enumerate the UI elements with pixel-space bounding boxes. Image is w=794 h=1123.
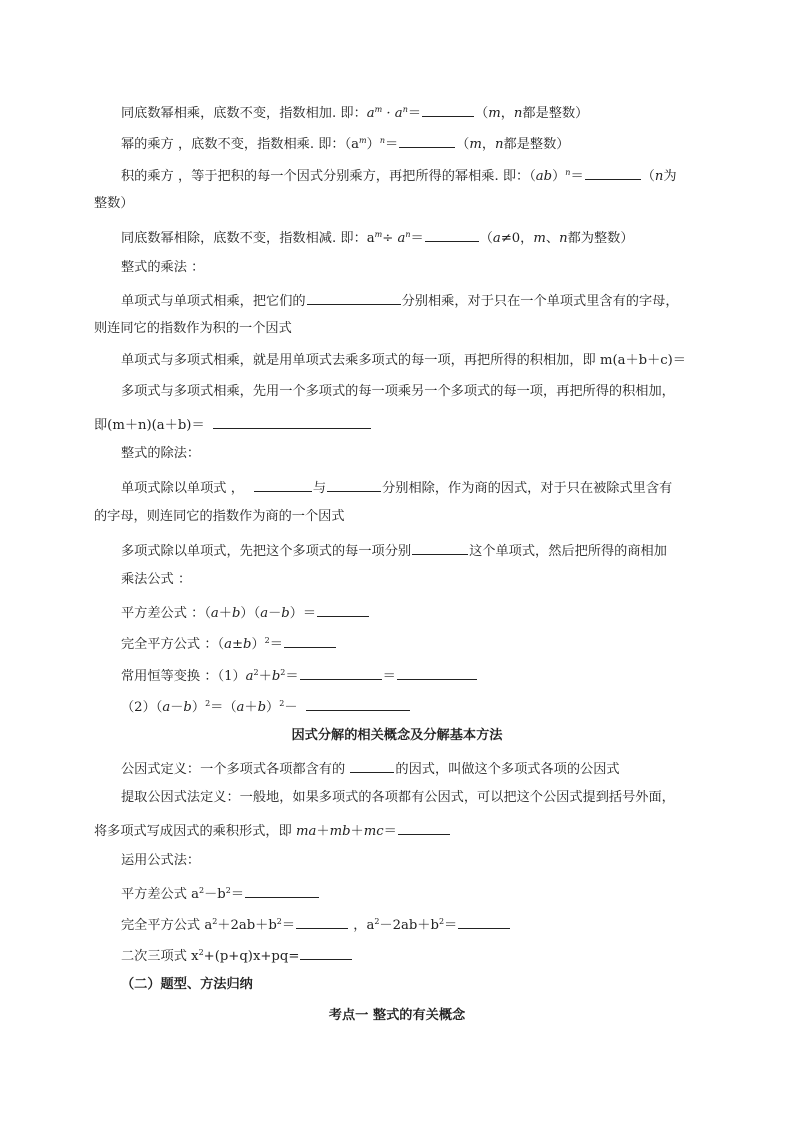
formula-quadratic-trinomial: 二次三项式 $x^2+(p+q)x+pq=$ bbox=[121, 945, 741, 966]
answer-blank[interactable] bbox=[399, 133, 455, 148]
rule-same-base-multiply: 同底数幂相乘，底数不变，指数相加. 即：$a^m \cdot a^n= (m$，n都是整数） bbox=[121, 102, 741, 123]
answer-blank[interactable] bbox=[412, 540, 468, 555]
definition-factor-extraction: 提取公因式法定义：一般地，如果多项式的各项都有公因式，可以把这个公因式提到括号外面， bbox=[121, 790, 675, 805]
answer-blank[interactable] bbox=[422, 102, 474, 117]
rule-same-base-divide: 同底数幂相除，底数不变，指数相减. 即：$a^m\div a^n= (a\ne 0$，m、n都为整数） bbox=[121, 227, 741, 248]
answer-blank[interactable] bbox=[284, 633, 336, 648]
rule-polynomial-times-polynomial: 多项式与多项式相乘，先用一个多项式的每一项乘另一个多项式的每一项，再把所得的积相加， bbox=[121, 384, 675, 399]
section-polynomial-division: 整式的除法： bbox=[121, 446, 201, 461]
answer-blank[interactable] bbox=[425, 227, 479, 242]
section-heading-factorization: 因式分解的相关概念及分解基本方法 bbox=[291, 728, 503, 743]
subsection-heading-question-types: （二）题型、方法归纳 bbox=[121, 977, 253, 992]
answer-blank[interactable] bbox=[458, 914, 510, 929]
answer-blank[interactable] bbox=[300, 665, 382, 680]
rule-polynomial-divide-monomial: 多项式除以单项式，先把这个多项式的每一项分别 这个单项式，然后把所得的商相加 bbox=[121, 540, 741, 561]
section-formula-method: 运用公式法： bbox=[121, 853, 201, 868]
rule-power-of-product-cont: 整数） bbox=[94, 196, 134, 211]
answer-blank[interactable] bbox=[254, 477, 312, 492]
identity-transform-1: 常用恒等变换 ：$(1)a^2+b^2=$ ＝ bbox=[121, 665, 741, 686]
answer-blank[interactable] bbox=[398, 820, 450, 835]
answer-blank[interactable] bbox=[397, 665, 477, 680]
answer-blank[interactable] bbox=[296, 914, 348, 929]
formula-difference-of-squares: 平方差公式 ：（a＋b）（a－b）＝ bbox=[121, 602, 741, 623]
rule-power-of-product: 积的乘方 ，等于把积的每一个因式分别乘方，再把所得的幂相乘. 即：（ab）$^n$＝ （n为 bbox=[121, 165, 741, 186]
rule-power-of-power: 幂的乘方 ，底数不变，指数相乘. 即：$(a^m)^n= (m$，n都是整数） bbox=[121, 133, 741, 154]
formula-perfect-square: 完全平方公式 ：$(a\pm b)^2=$ bbox=[121, 633, 741, 654]
answer-blank[interactable] bbox=[350, 758, 394, 773]
definition-common-factor: 公因式定义：一个多项式各项都含有的 的因式，叫做这个多项式各项的公因式 bbox=[121, 758, 741, 779]
rule-monomial-times-polynomial: 单项式与多项式相乘，就是用单项式去乘多项式的每一项，再把所得的积相加，即 m(a＋b＋c)＝ bbox=[121, 353, 686, 368]
answer-blank[interactable] bbox=[327, 477, 381, 492]
rule-monomial-times-monomial-cont: 则连同它的指数作为积的一个因式 bbox=[94, 321, 292, 336]
subsection-heading-topic-1: 考点一 整式的有关概念 bbox=[328, 1008, 466, 1023]
answer-blank[interactable] bbox=[213, 414, 371, 429]
formula-factor-perfect-square: 完全平方公式 $a^2+2ab+b^2=$ ，$a^2-2ab+b^2=$ bbox=[121, 914, 741, 935]
answer-blank[interactable] bbox=[585, 165, 641, 180]
answer-blank[interactable] bbox=[317, 602, 369, 617]
section-polynomial-multiplication: 整式的乘法 ： bbox=[121, 260, 205, 275]
definition-factor-extraction-cont: 将多项式写成因式的乘积形式，即 ma＋mb＋mc＝ bbox=[94, 820, 744, 841]
rule-polynomial-times-polynomial-cont: 即(m＋n)(a＋b)＝ bbox=[94, 414, 744, 435]
answer-blank[interactable] bbox=[245, 883, 319, 898]
rule-monomial-times-monomial: 单项式与单项式相乘，把它们的 分别相乘，对于只在一个单项式里含有的字母， bbox=[121, 290, 741, 311]
formula-factor-difference-of-squares: 平方差公式 $a^2-b^2=$ bbox=[121, 883, 741, 904]
identity-transform-2: $(2)(a-b)^2=(a+b)^2-$ bbox=[121, 696, 741, 717]
section-multiplication-formulas: 乘法公式 ： bbox=[121, 572, 192, 587]
rule-monomial-divide-monomial-cont: 的字母，则连同它的指数作为商的一个因式 bbox=[94, 509, 345, 524]
answer-blank[interactable] bbox=[300, 945, 352, 960]
answer-blank[interactable] bbox=[307, 290, 401, 305]
rule-monomial-divide-monomial: 单项式除以单项式 ， 与 分别相除，作为商的因式，对于只在被除式里含有 bbox=[121, 477, 741, 498]
answer-blank[interactable] bbox=[306, 696, 410, 711]
